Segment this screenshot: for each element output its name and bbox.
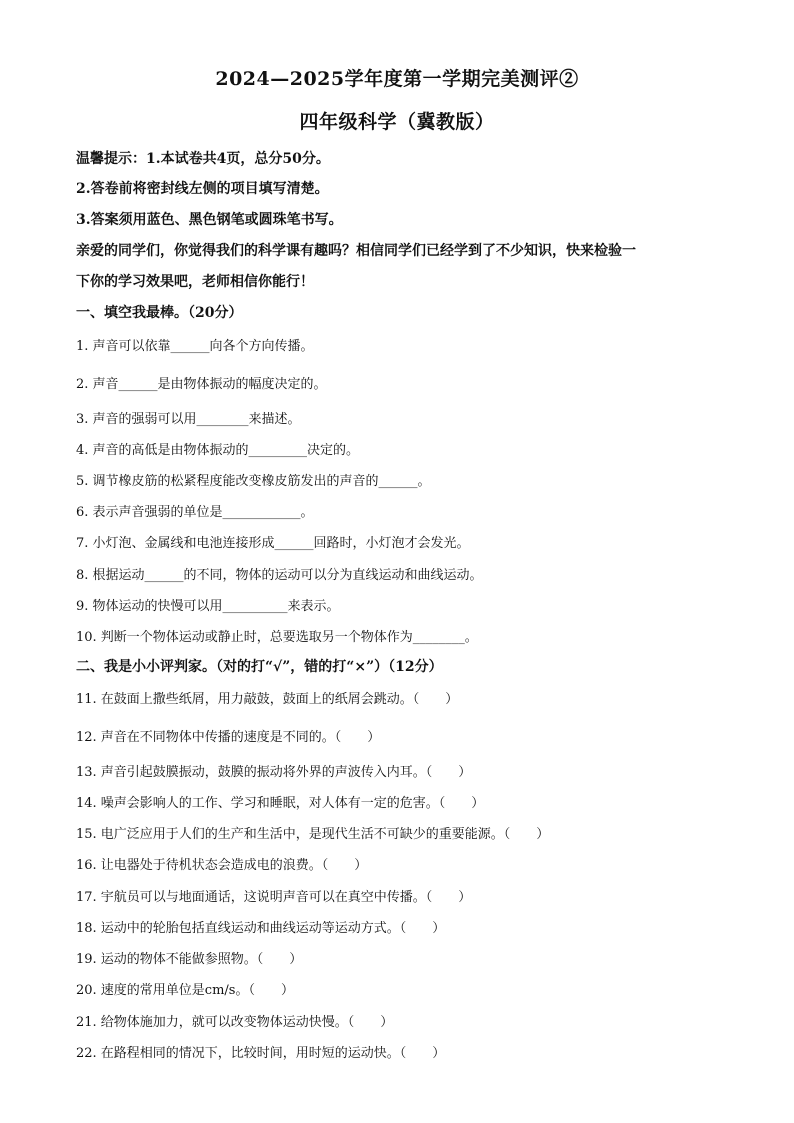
page-title: 2024—2025学年度第一学期完美测评②	[215, 68, 579, 90]
question-item: 22. 在路程相同的情况下，比较时间，用时短的运动快。（ ）	[76, 1046, 446, 1061]
question-item: 3. 声音的强弱可以用________来描述。	[76, 412, 301, 427]
question-item: 1. 声音可以依靠______向各个方向传播。	[76, 339, 314, 354]
question-item: 12. 声音在不同物体中传播的速度是不同的。（ ）	[76, 730, 381, 745]
question-item: 2. 声音______是由物体振动的幅度决定的。	[76, 377, 327, 392]
question-item: 18. 运动中的轮胎包括直线运动和曲线运动等运动方式。（ ）	[76, 921, 446, 936]
intro-line: 下你的学习效果吧，老师相信你能行！	[76, 274, 314, 290]
question-item: 20. 速度的常用单位是cm/s。（ ）	[76, 983, 294, 998]
note-line: 2.答卷前将密封线左侧的项目填写清楚。	[76, 181, 329, 197]
section-heading: 二、我是小小评判家。（对的打“√”，错的打“×”）（12分）	[76, 659, 443, 675]
question-item: 8. 根据运动______的不同，物体的运动可以分为直线运动和曲线运动。	[76, 568, 483, 583]
question-item: 13. 声音引起鼓膜振动，鼓膜的振动将外界的声波传入内耳。（ ）	[76, 765, 472, 780]
question-item: 9. 物体运动的快慢可以用__________来表示。	[76, 599, 340, 614]
question-item: 21. 给物体施加力，就可以改变物体运动快慢。（ ）	[76, 1015, 394, 1030]
intro-line: 亲爱的同学们，你觉得我们的科学课有趣吗？相信同学们已经学到了不少知识，快来检验一	[76, 243, 636, 259]
question-item: 16. 让电器处于待机状态会造成电的浪费。（ ）	[76, 858, 368, 873]
question-item: 14. 噪声会影响人的工作、学习和睡眠，对人体有一定的危害。（ ）	[76, 796, 485, 811]
question-item: 11. 在鼓面上撒些纸屑，用力敲鼓，鼓面上的纸屑会跳动。（ ）	[76, 692, 459, 707]
question-item: 10. 判断一个物体运动或静止时，总要选取另一个物体作为________。	[76, 630, 478, 645]
question-item: 17. 宇航员可以与地面通话，这说明声音可以在真空中传播。（ ）	[76, 890, 472, 905]
question-item: 5. 调节橡皮筋的松紧程度能改变橡皮筋发出的声音的______。	[76, 474, 431, 489]
question-item: 4. 声音的高低是由物体振动的_________决定的。	[76, 443, 360, 458]
question-item: 7. 小灯泡、金属线和电池连接形成______回路时，小灯泡才会发光。	[76, 536, 470, 551]
question-item: 19. 运动的物体不能做参照物。（ ）	[76, 952, 303, 967]
question-item: 15. 电广泛应用于人们的生产和生活中，是现代生活不可缺少的重要能源。（ ）	[76, 827, 550, 842]
question-item: 6. 表示声音强弱的单位是____________。	[76, 505, 314, 520]
note-line: 3.答案须用蓝色、黑色钢笔或圆珠笔书写。	[76, 212, 343, 228]
page-subtitle: 四年级科学（冀教版）	[299, 111, 495, 133]
section-heading: 一、填空我最棒。（20分）	[76, 305, 243, 321]
note-line: 温馨提示：1.本试卷共4页，总分50分。	[76, 151, 330, 167]
